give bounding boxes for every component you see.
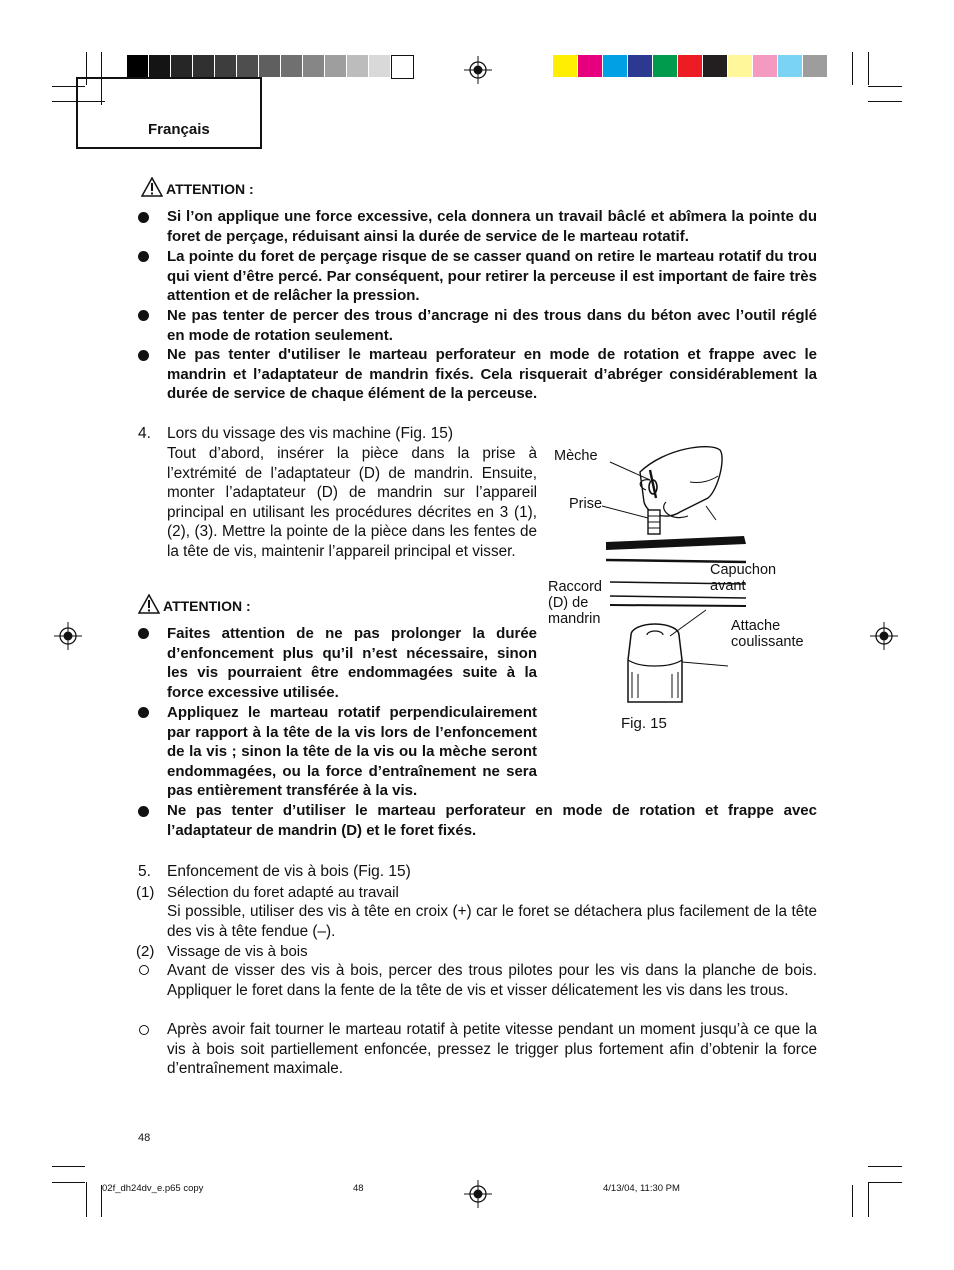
section-title: Lors du vissage des vis machine (Fig. 15) [167, 425, 454, 442]
crop-mark [52, 1166, 85, 1167]
procedure-item: Après avoir fait tourner le marteau rotatif à petite vitesse pendant un moment jusqu’à ce que la vis à bois soit partiellement enfoncée, pressez le trigger plus fortement afin d’obtenir la force d’entraînement maximale. [167, 1021, 817, 1078]
registration-mark-icon [54, 622, 82, 650]
figure-label-prise: Prise [569, 496, 603, 512]
section-number: 4. [138, 425, 151, 442]
language-tab [76, 77, 262, 149]
footer-page: 48 [353, 1183, 364, 1194]
figure-label-attache: Attache coulissante [731, 618, 804, 650]
bullet-icon [138, 212, 149, 223]
crop-mark [868, 1182, 902, 1183]
color-swatch [578, 55, 602, 77]
bullet-icon [138, 310, 149, 321]
attention-label: ATTENTION : [163, 598, 251, 614]
subsection-number: (2) [136, 943, 155, 960]
section-title: Enfoncement de vis à bois (Fig. 15) [167, 863, 411, 880]
registration-mark-icon [464, 1180, 492, 1208]
subsection-body: Si possible, utiliser des vis à tête en croix (+) car le foret se détachera plus facilement de la tête des vis à tête fendue (–). [167, 903, 817, 940]
crop-mark [868, 52, 869, 85]
attention-item: Appliquez le marteau rotatif perpendiculairement par rapport à la tête de la vis lors de l’enfoncement de la vis ; sinon la tête de la vis ou la mèche seront endommagées, ou la force d’entraînement ne sera pas entièrement transférée à la vis. [167, 704, 537, 800]
figure-15-illustration [540, 440, 840, 710]
attention-item: Si l’on applique une force excessive, cela donnera un travail bâclé et abîmera la pointe du foret de perçage, réduisant ainsi la durée de service de le marteau rotatif. [167, 208, 817, 245]
language-label: Français [148, 121, 210, 138]
subsection-title: Vissage de vis à bois [167, 943, 308, 960]
color-swatch [803, 55, 827, 77]
color-swatch [171, 55, 192, 77]
color-swatch [259, 55, 280, 77]
crop-mark [52, 1182, 85, 1183]
page-number: 48 [138, 1132, 151, 1144]
crop-mark [852, 1185, 853, 1217]
color-swatch [303, 55, 324, 77]
attention-item: La pointe du foret de perçage risque de se casser quand on retire le marteau rotatif du trou qui vient d’être percé. Par conséquent, pour retirer la perceuse il est important de faire très attention et de relâcher la pression. [167, 248, 817, 305]
color-swatch [553, 55, 577, 77]
crop-mark [868, 86, 902, 87]
figure-label-capuchon: Capuchon avant [710, 562, 777, 594]
color-swatch [369, 55, 390, 77]
color-swatch [347, 55, 368, 77]
color-swatch [653, 55, 677, 77]
registration-mark-icon [464, 56, 492, 84]
color-swatch [628, 55, 652, 77]
warning-triangle-icon [141, 177, 163, 197]
section-body: Tout d’abord, insérer la pièce dans la prise à l’extrémité de l’adaptateur (D) de mandrin. Ensuite, monter l’adaptateur (D) de mandrin sur l’appareil principal en utilisant les procédures décrites en 3 (1), (2), (3). Mettre la pointe de la pièce dans les fentes de la tête de vis, maintenir l’appareil principal et visser. [167, 445, 537, 560]
crop-mark [868, 101, 902, 102]
color-swatch [753, 55, 777, 77]
bullet-icon [138, 628, 149, 639]
warning-triangle-icon [138, 594, 160, 614]
footer-filename: 02f_dh24dv_e.p65 copy [102, 1183, 204, 1194]
color-swatch [193, 55, 214, 77]
subsection-title: Sélection du foret adapté au travail [167, 884, 399, 901]
attention-heading [138, 594, 251, 614]
color-swatch [215, 55, 236, 77]
section-number: 5. [138, 863, 151, 880]
color-swatch [325, 55, 346, 77]
attention-item: Faites attention de ne pas prolonger la durée d’enfoncement plus qu’il n’est nécessaire, sinon les vis pourraient être endommagées suite à la force excessive utilisée. [167, 625, 537, 701]
procedure-item: Avant de visser des vis à bois, percer des trous pilotes pour les vis dans la planche de bois. Appliquer le foret dans la fente de la tête de vis et visser délicatement les vis dans les trous. [167, 962, 817, 999]
attention-label: ATTENTION : [166, 181, 254, 197]
crop-mark [86, 1182, 87, 1217]
color-swatch [237, 55, 258, 77]
circle-bullet-icon [139, 1025, 149, 1035]
color-swatch [678, 55, 702, 77]
color-swatch [391, 55, 414, 79]
bullet-icon [138, 251, 149, 262]
color-swatch [149, 55, 170, 77]
subsection-number: (1) [136, 884, 155, 901]
attention-item: Ne pas tenter de percer des trous d’ancrage ni des trous dans du béton avec l’outil réglé en mode de rotation seulement. [167, 307, 817, 344]
attention-item: Ne pas tenter d’utiliser le marteau perforateur en mode de rotation et frappe avec l’adaptateur de mandrin (D) et le foret fixés. [167, 802, 817, 839]
color-swatch [281, 55, 302, 77]
figure-label-meche: Mèche [554, 448, 598, 464]
footer-date: 4/13/04, 11:30 PM [603, 1183, 680, 1194]
circle-bullet-icon [139, 965, 149, 975]
bullet-icon [138, 350, 149, 361]
crop-mark [852, 52, 853, 85]
color-swatch [127, 55, 148, 77]
color-swatch [728, 55, 752, 77]
figure-label-raccord: Raccord (D) de mandrin [548, 579, 602, 627]
attention-heading [141, 177, 254, 197]
crop-mark [868, 1166, 902, 1167]
registration-mark-icon [870, 622, 898, 650]
crop-mark [868, 1182, 869, 1217]
bullet-icon [138, 707, 149, 718]
color-swatch [778, 55, 802, 77]
figure-caption: Fig. 15 [621, 715, 667, 732]
attention-item: Ne pas tenter d'utiliser le marteau perforateur en mode de rotation et frappe avec le mandrin et l’adaptateur de mandrin fixés. Cela risquerait d’abréger considérablement la durée de service de chaque élément de la perceuse. [167, 346, 817, 403]
color-swatch [703, 55, 727, 77]
color-swatch [603, 55, 627, 77]
bullet-icon [138, 806, 149, 817]
